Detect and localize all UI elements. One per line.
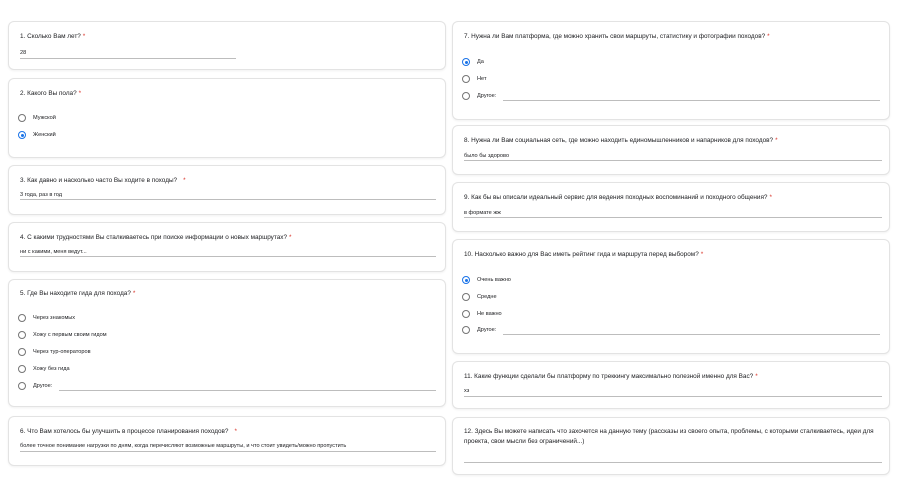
- question-card-10: [452, 239, 890, 354]
- option-yes[interactable]: Да: [462, 57, 484, 67]
- radio-icon[interactable]: [18, 348, 26, 356]
- question-title: 9. Как бы вы описали идеальный сервис для ведения походных воспоминаний и походного общения? *: [464, 194, 772, 201]
- radio-icon[interactable]: [462, 92, 470, 100]
- radio-selected-icon[interactable]: [462, 276, 470, 284]
- radio-icon[interactable]: [462, 293, 470, 301]
- question-card-4: [8, 222, 446, 272]
- question-card-7: [452, 21, 890, 120]
- radio-icon[interactable]: [18, 331, 26, 339]
- answer-text[interactable]: ни с какими, меня ведут...: [20, 249, 87, 255]
- answer-text[interactable]: 28: [20, 50, 27, 56]
- answer-underline: [464, 396, 882, 397]
- answer-text[interactable]: было бы здорово: [464, 153, 510, 159]
- question-title: 1. Сколько Вам лет? *: [20, 33, 86, 40]
- answer-underline: [20, 199, 436, 200]
- answer-text[interactable]: в формате жж: [464, 210, 501, 216]
- question-title: 5. Где Вы находите гида для похода? *: [20, 290, 136, 297]
- question-title: 10. Насколько важно для Вас иметь рейтинг гида и маршрута перед выбором? *: [464, 251, 704, 258]
- question-title: 8. Нужна ли Вам социальная сеть, где можно находить единомышленников и напарников для походов? *: [464, 137, 778, 144]
- option-other[interactable]: Другое:: [18, 381, 52, 391]
- answer-text[interactable]: 3 года, раз в год: [20, 192, 63, 198]
- question-card-11: [452, 361, 890, 409]
- radio-selected-icon[interactable]: [462, 58, 470, 66]
- question-card-3: [8, 165, 446, 215]
- question-card-2: [8, 78, 446, 158]
- option-male[interactable]: Мужской: [18, 113, 56, 123]
- answer-underline: [464, 160, 882, 161]
- radio-icon[interactable]: [462, 75, 470, 83]
- option-tour-operators[interactable]: Через тур-операторов: [18, 347, 91, 357]
- answer-underline: [20, 451, 436, 452]
- radio-selected-icon[interactable]: [18, 131, 26, 139]
- radio-icon[interactable]: [18, 365, 26, 373]
- question-title: 7. Нужна ли Вам платформа, где можно хранить свои маршруты, статистику и фотографии походов? *: [464, 33, 770, 40]
- option-no-guide[interactable]: Хожу без гида: [18, 364, 70, 374]
- radio-icon[interactable]: [18, 114, 26, 122]
- option-not-important[interactable]: Не важно: [462, 309, 502, 319]
- answer-underline: [464, 217, 882, 218]
- option-no[interactable]: Нет: [462, 74, 487, 84]
- option-very-important[interactable]: Очень важно: [462, 275, 511, 285]
- radio-icon[interactable]: [18, 382, 26, 390]
- question-card-6: [8, 416, 446, 466]
- question-card-1: [8, 21, 446, 70]
- answer-underline: [20, 58, 236, 59]
- other-input-underline[interactable]: [59, 390, 436, 391]
- option-medium[interactable]: Средне: [462, 292, 497, 302]
- option-other[interactable]: Другое:: [462, 325, 496, 335]
- option-first-guide[interactable]: Хожу с первым своим гидом: [18, 330, 107, 340]
- question-title: 2. Какого Вы пола? *: [20, 90, 82, 97]
- answer-text[interactable]: более точное понимание нагрузки по дням, когда перечисляют возможные маршруты, и что стоит увидеть/можно пропустить: [20, 443, 347, 449]
- answer-underline[interactable]: [464, 462, 882, 463]
- radio-icon[interactable]: [462, 326, 470, 334]
- question-card-8: [452, 125, 890, 175]
- radio-icon[interactable]: [18, 314, 26, 322]
- question-title: 11. Какие функции сделали бы платформу по треккингу максимально полезной именно для Вас? *: [464, 373, 758, 380]
- question-card-12: [452, 417, 890, 475]
- other-input-underline[interactable]: [503, 334, 880, 335]
- question-card-9: [452, 182, 890, 232]
- option-friends[interactable]: Через знакомых: [18, 313, 75, 323]
- question-card-5: [8, 279, 446, 407]
- question-title: 3. Как давно и насколько часто Вы ходите в походы? *: [20, 177, 186, 184]
- radio-icon[interactable]: [462, 310, 470, 318]
- question-title: 6. Что Вам хотелось бы улучшить в процессе планирования походов? *: [20, 428, 237, 435]
- option-other[interactable]: Другое:: [462, 91, 496, 101]
- answer-underline: [20, 256, 436, 257]
- answer-text[interactable]: хз: [464, 388, 470, 394]
- question-title: 4. С какими трудностями Вы сталкиваетесь при поиске информации о новых маршрутах? *: [20, 234, 292, 241]
- option-female[interactable]: Женский: [18, 130, 56, 140]
- question-title: 12. Здесь Вы можете написать что захочется на данную тему (рассказы из своего опыта, проблемы, с которыми сталкиваетесь, идеи для проекта, свои мысли без ограничений...): [464, 428, 874, 445]
- other-input-underline[interactable]: [503, 100, 880, 101]
